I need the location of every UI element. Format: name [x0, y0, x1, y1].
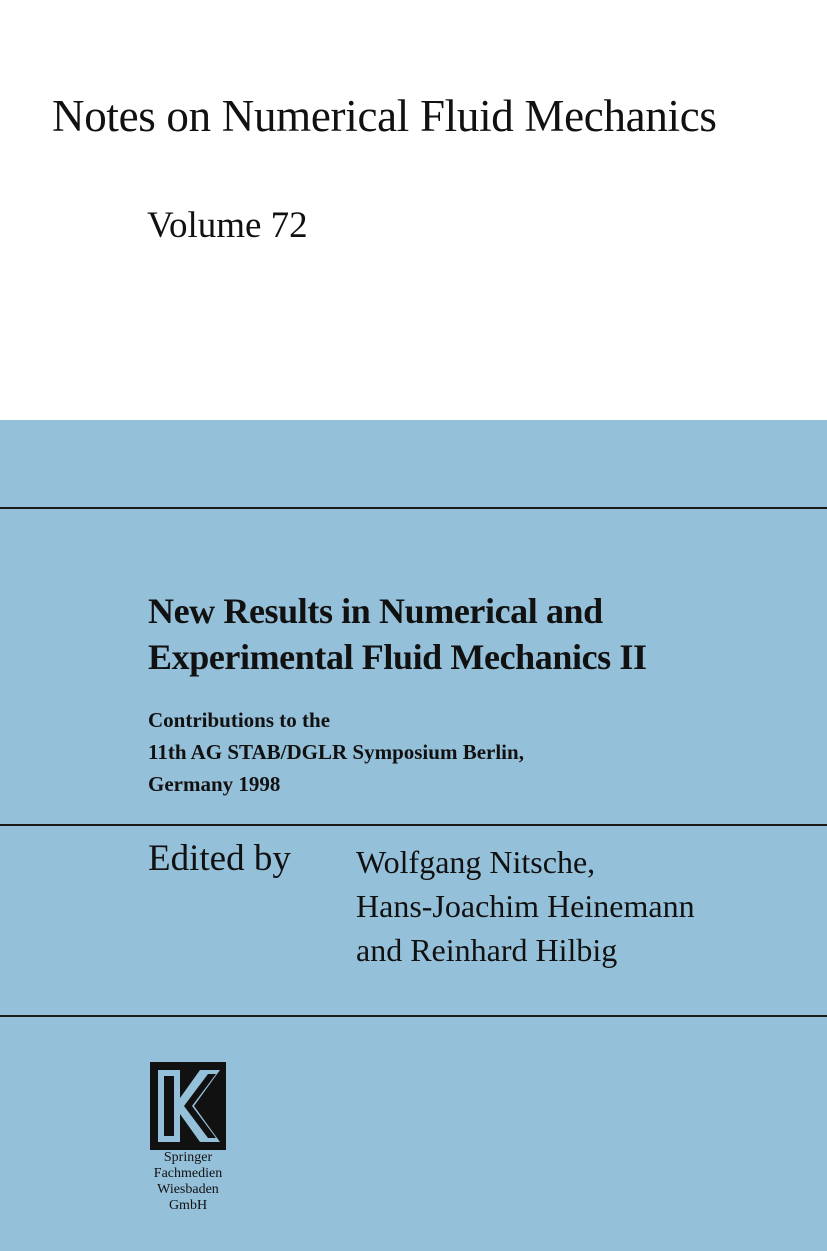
publisher-line: Springer: [163, 1150, 213, 1165]
book-subtitle: [148, 704, 524, 800]
subtitle-line: Germany 1998: [148, 772, 281, 796]
subtitle-line: Contributions to the: [148, 708, 331, 732]
book-title-line: Experimental Fluid Mechanics II: [148, 637, 647, 677]
subtitle-line: 11th AG STAB/DGLR Symposium Berlin,: [148, 740, 524, 764]
cover-panel: [0, 420, 827, 1251]
editor-name: Hans-Joachim Heinemann: [356, 888, 695, 924]
edited-by-label: Edited by: [148, 838, 291, 879]
book-title: [148, 588, 647, 680]
divider-rule: [0, 824, 827, 826]
divider-rule: [0, 507, 827, 509]
publisher-line: Fachmedien: [153, 1166, 223, 1181]
editor-name: and Reinhard Hilbig: [356, 932, 618, 968]
volume-number: Volume 72: [147, 205, 308, 246]
publisher-name: [138, 1150, 238, 1214]
publisher-line: Wiesbaden: [157, 1182, 219, 1197]
publisher-logo-icon: [150, 1062, 226, 1150]
series-title: Notes on Numerical Fluid Mechanics: [52, 91, 717, 141]
editor-list: [356, 840, 695, 972]
book-title-line: New Results in Numerical and: [148, 591, 603, 631]
divider-rule: [0, 1015, 827, 1017]
editor-name: Wolfgang Nitsche,: [356, 844, 596, 880]
publisher-line: GmbH: [168, 1198, 208, 1213]
